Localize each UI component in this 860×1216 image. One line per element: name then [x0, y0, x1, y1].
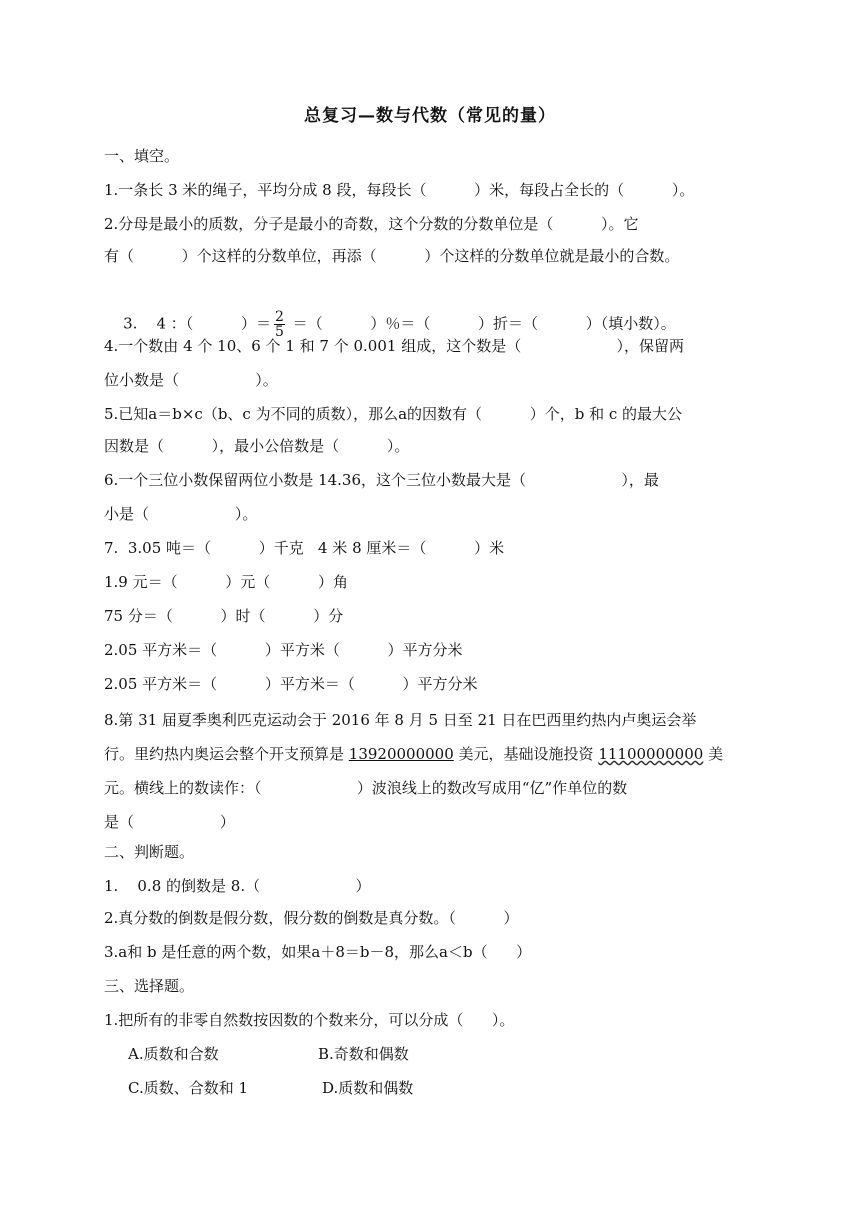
option-b: B.奇数和偶数 [318, 1045, 409, 1063]
question-2-line-1: 2.分母是最小的质数，分子是最小的奇数，这个分数的分数单位是（ ）。它 [104, 215, 639, 233]
question-7-line-4: 2.05 平方米＝（ ）平方米（ ）平方分米 [104, 641, 463, 659]
question-2-line-2: 有（ ）个这样的分数单位，再添（ ）个这样的分数单位就是最小的合数。 [104, 247, 680, 265]
question-3-before: 3. 4 ：（ ）＝ [123, 314, 271, 333]
question-8-text-b: 美元，基础设施投资 [453, 745, 599, 763]
question-6-line-1: 6.一个三位小数保留两位小数是 14.36，这个三位小数最大是（ ），最 [104, 471, 659, 489]
question-4-line-2: 位小数是（ ）。 [104, 371, 278, 389]
question-8-text-c: 美 [703, 745, 724, 763]
section-fill-blank-heading: 一、填空。 [104, 147, 180, 165]
judge-3: 3.a和 b 是任意的两个数，如果a＋8＝b－8，那么a＜b（ ） [104, 943, 532, 961]
question-7-line-3: 75 分＝（ ）时（ ）分 [104, 607, 344, 625]
section-choice-heading: 三、选择题。 [104, 977, 195, 995]
question-5-line-1: 5.已知a＝b×c（b、c 为不同的质数），那么a的因数有（ ）个，b 和 c 的最大公 [104, 405, 683, 423]
section-true-false-heading: 二、判断题。 [104, 843, 195, 861]
option-d: D.质数和偶数 [322, 1079, 414, 1097]
option-a: A.质数和合数 [128, 1045, 219, 1063]
question-7-line-5: 2.05 平方米＝（ ）平方米＝（ ）平方分米 [104, 675, 478, 693]
underlined-number: 13920000000 [348, 745, 454, 763]
fraction [274, 310, 285, 339]
question-8-line-3: 元。横线上的数读作：（ ）波浪线上的数改写成用“亿”作单位的数 [104, 779, 628, 797]
question-8-line-1: 8.第 31 届夏季奥利匹克运动会于 2016 年 8 月 5 日至 21 日在巴西里约热内卢奥运会举 [104, 711, 697, 729]
question-8-text-a: 行。里约热内奥运会整个开支预算是 [104, 745, 349, 763]
wavy-underlined-number: 11100000000 [598, 745, 704, 763]
question-1: 1.一条长 3 米的绳子，平均分成 8 段，每段长（ ）米，每段占全长的（ ）。 [104, 181, 695, 199]
question-6-line-2: 小是（ ）。 [104, 505, 258, 523]
choice-1: 1.把所有的非零自然数按因数的个数来分，可以分成（ ）。 [104, 1011, 515, 1029]
page-title: 总复习—数与代数（常见的量） [304, 106, 556, 126]
question-5-line-2: 因数是（ ），最小公倍数是（ ）。 [104, 437, 410, 455]
fraction-numerator: 2 [274, 309, 284, 325]
question-8-line-2 [104, 744, 764, 764]
option-c: C.质数、合数和 1 [128, 1079, 249, 1097]
judge-1: 1. 0.8 的倒数是 8.（ ） [104, 877, 371, 895]
question-7-line-1: 7. 3.05 吨＝（ ）千克 4 米 8 厘米＝（ ）米 [104, 539, 505, 557]
question-3-after: ＝（ ）％＝（ ）折＝（ ）（填小数）。 [287, 314, 676, 333]
fraction-denominator: 5 [274, 324, 284, 340]
question-4-line-1: 4.一个数由 4 个 10、6 个 1 和 7 个 0.001 组成，这个数是（ ），保留两 [104, 337, 685, 355]
question-7-line-2: 1.9 元＝（ ）元（ ）角 [104, 573, 348, 591]
question-8-line-4: 是（ ） [104, 813, 235, 831]
judge-2: 2.真分数的倒数是假分数，假分数的倒数是真分数。（ ） [104, 909, 519, 927]
question-3 [104, 290, 764, 340]
